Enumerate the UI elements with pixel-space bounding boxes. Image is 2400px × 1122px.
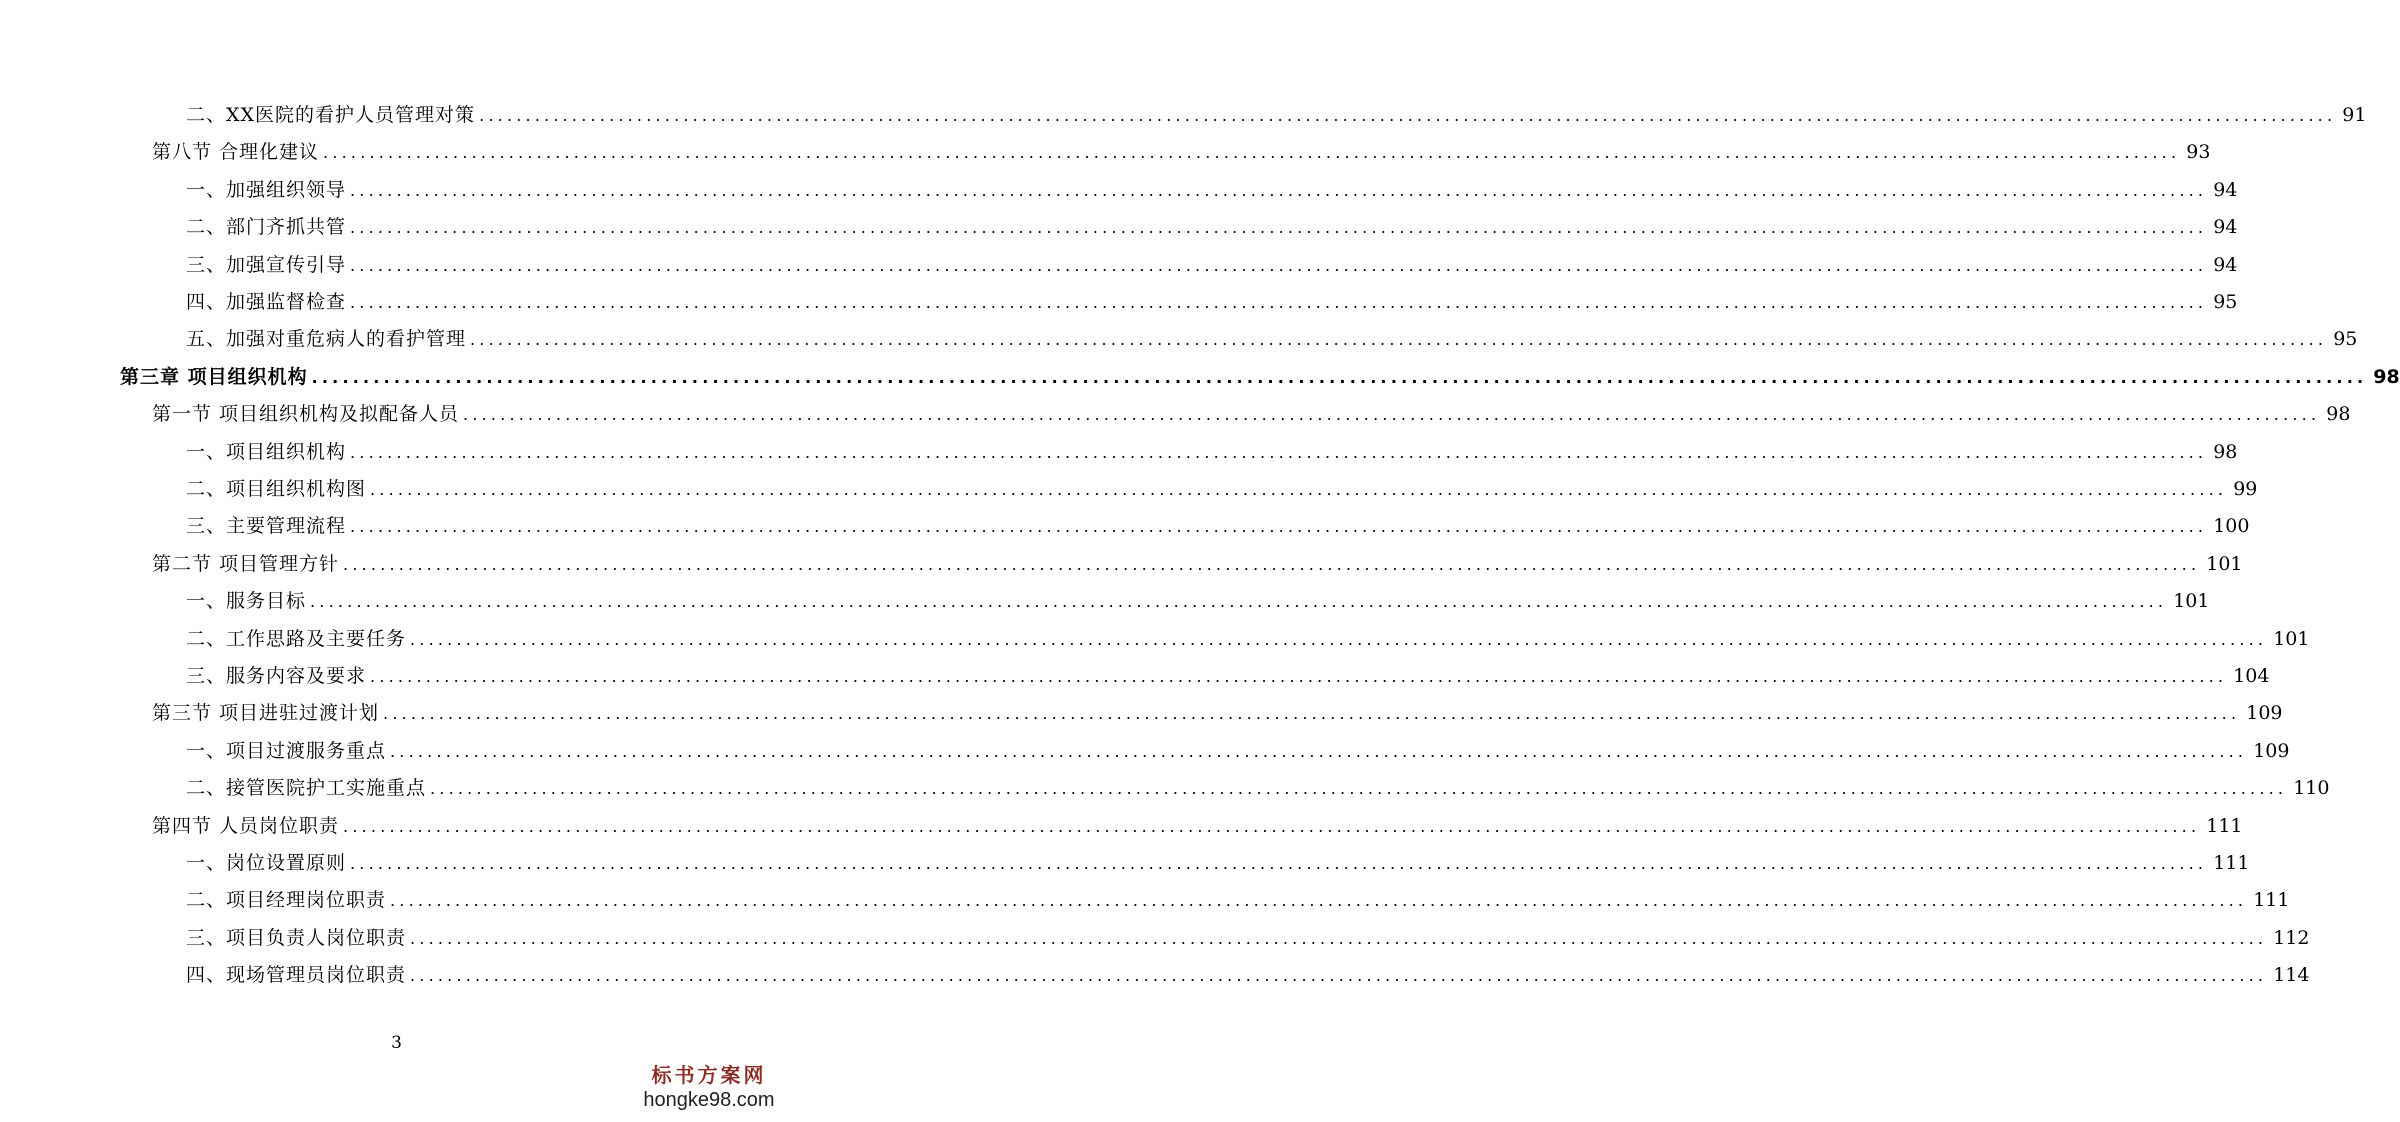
toc-entry-title: 第三节 项目进驻过渡计划 <box>152 702 380 725</box>
toc-entry-page: 101 <box>2206 552 2243 575</box>
toc-subsection[interactable] <box>186 100 2367 130</box>
toc-entry-page: 109 <box>2253 739 2290 762</box>
toc-entry-page: 91 <box>2342 104 2367 126</box>
toc-entry-page: 94 <box>2213 253 2238 276</box>
toc-entry-title: 五、加强对重危病人的看护管理 <box>186 328 467 351</box>
toc-leader-dots: ........................................................................................................................................................................................................ <box>410 629 2268 649</box>
toc-entry-title: 一、加强组织领导 <box>186 178 347 201</box>
toc-subsection[interactable] <box>186 736 2290 766</box>
toc-entry-page: 101 <box>2273 627 2310 650</box>
toc-entry-title: 一、岗位设置原则 <box>186 852 347 874</box>
toc-subsection[interactable] <box>186 848 2250 878</box>
toc-entry-title: 四、现场管理员岗位职责 <box>186 964 407 987</box>
toc-entry-title: 一、项目组织机构 <box>186 440 347 463</box>
toc-leader-dots: ........................................................................................................................................................................................................ <box>350 293 2208 312</box>
toc-entry-title: 一、项目过渡服务重点 <box>186 739 387 762</box>
toc-subsection[interactable] <box>186 624 2310 654</box>
toc-leader-dots: ........................................................................................................................................................................................................ <box>343 816 2201 836</box>
toc-entry-page: 99 <box>2233 478 2258 500</box>
toc-entry-page: 98 <box>2326 403 2351 426</box>
toc-subsection[interactable] <box>186 960 2310 990</box>
toc-entry-title: 二、部门齐抓共管 <box>186 216 347 239</box>
toc-entry-title: 二、XX医院的看护人员管理对策 <box>186 104 476 126</box>
toc-entry-page: 95 <box>2333 328 2358 351</box>
toc-section[interactable] <box>152 698 2283 728</box>
page-number: 3 <box>391 1033 402 1053</box>
toc-entry-page: 101 <box>2173 590 2210 613</box>
toc-entry-page: 111 <box>2253 889 2290 912</box>
watermark-logo <box>639 1062 779 1112</box>
toc-subsection[interactable] <box>186 661 2270 691</box>
toc-chapter[interactable] <box>120 362 2400 392</box>
toc-leader-dots: ........................................................................................................................................................................................................ <box>370 480 2228 499</box>
toc-subsection[interactable] <box>186 885 2290 915</box>
toc-leader-dots: ........................................................................................................................................................................................................ <box>383 704 2241 724</box>
toc-entry-title: 第二节 项目管理方针 <box>152 552 340 575</box>
toc-subsection[interactable] <box>186 250 2238 280</box>
toc-section[interactable] <box>152 549 2243 579</box>
toc-subsection[interactable] <box>186 175 2238 205</box>
toc-entry-page: 114 <box>2273 964 2310 987</box>
toc-subsection[interactable] <box>186 586 2210 616</box>
toc-entry-page: 94 <box>2213 178 2238 201</box>
toc-entry-title: 一、服务目标 <box>186 590 307 613</box>
watermark-chinese: 标书方案网 <box>651 1063 767 1087</box>
toc-entry-title: 第四节 人员岗位职责 <box>152 814 340 837</box>
toc-section[interactable] <box>152 811 2243 841</box>
toc-leader-dots: ........................................................................................................................................................................................................ <box>479 106 2337 125</box>
toc-entry-title: 第三章 项目组织机构 <box>120 365 308 388</box>
toc-leader-dots: ........................................................................................................................................................................................................ <box>430 779 2288 799</box>
toc-entry-title: 三、项目负责人岗位职责 <box>186 926 407 949</box>
toc-entry-title: 二、工作思路及主要任务 <box>186 627 407 650</box>
toc-entry-page: 98 <box>2373 365 2400 388</box>
toc-leader-dots: ........................................................................................................................................................................................................ <box>311 367 2368 387</box>
toc-section[interactable] <box>152 399 2351 429</box>
toc-entry-page: 111 <box>2206 814 2243 837</box>
toc-leader-dots: ........................................................................................................................................................................................................ <box>350 517 2208 537</box>
toc-entry-page: 111 <box>2213 852 2250 874</box>
toc-entry-title: 三、加强宣传引导 <box>186 253 347 276</box>
toc-subsection[interactable] <box>186 923 2310 953</box>
toc-entry-title: 三、服务内容及要求 <box>186 665 367 687</box>
toc-entry-title: 三、主要管理流程 <box>186 515 347 538</box>
toc-subsection[interactable] <box>186 437 2238 467</box>
toc-entry-page: 109 <box>2246 702 2283 725</box>
toc-section[interactable] <box>152 137 2211 167</box>
toc-leader-dots: ........................................................................................................................................................................................................ <box>370 667 2228 686</box>
toc-leader-dots: ........................................................................................................................................................................................................ <box>310 592 2168 612</box>
toc-subsection[interactable] <box>186 511 2250 541</box>
watermark-url: hongke98.com <box>643 1089 775 1111</box>
toc-entry-page: 93 <box>2186 141 2211 164</box>
toc-subsection[interactable] <box>186 474 2258 504</box>
toc-entry-title: 第八节 合理化建议 <box>152 141 320 164</box>
toc-leader-dots: ........................................................................................................................................................................................................ <box>390 891 2248 911</box>
toc-leader-dots: ........................................................................................................................................................................................................ <box>410 966 2268 986</box>
toc-entry-page: 100 <box>2213 515 2250 538</box>
toc-entry-title: 四、加强监督检查 <box>186 291 347 313</box>
toc-leader-dots: ........................................................................................................................................................................................................ <box>343 554 2201 574</box>
toc-entry-page: 98 <box>2213 440 2238 463</box>
toc-entry-title: 二、项目经理岗位职责 <box>186 889 387 912</box>
toc-leader-dots: ........................................................................................................................................................................................................ <box>470 330 2328 350</box>
toc-leader-dots: ........................................................................................................................................................................................................ <box>350 255 2208 275</box>
toc-leader-dots: ........................................................................................................................................................................................................ <box>390 741 2248 761</box>
toc-leader-dots: ........................................................................................................................................................................................................ <box>350 218 2208 238</box>
toc-subsection[interactable] <box>186 324 2358 354</box>
toc-subsection[interactable] <box>186 287 2238 317</box>
toc-entry-title: 第一节 项目组织机构及拟配备人员 <box>152 403 460 426</box>
toc-subsection[interactable] <box>186 212 2238 242</box>
toc-subsection[interactable] <box>186 773 2330 803</box>
toc-leader-dots: ........................................................................................................................................................................................................ <box>350 442 2208 462</box>
toc-leader-dots: ........................................................................................................................................................................................................ <box>350 180 2208 200</box>
toc-entry-page: 110 <box>2293 777 2330 800</box>
toc-leader-dots: ........................................................................................................................................................................................................ <box>463 405 2321 425</box>
toc-leader-dots: ........................................................................................................................................................................................................ <box>323 143 2181 163</box>
toc-entry-page: 94 <box>2213 216 2238 239</box>
toc-entry-title: 二、项目组织机构图 <box>186 478 367 500</box>
toc-entry-page: 112 <box>2273 926 2310 949</box>
toc-leader-dots: ........................................................................................................................................................................................................ <box>350 854 2208 873</box>
toc-entry-page: 95 <box>2213 291 2238 313</box>
toc-entry-page: 104 <box>2233 665 2270 687</box>
toc-leader-dots: ........................................................................................................................................................................................................ <box>410 928 2268 948</box>
toc-entry-title: 二、接管医院护工实施重点 <box>186 777 427 800</box>
